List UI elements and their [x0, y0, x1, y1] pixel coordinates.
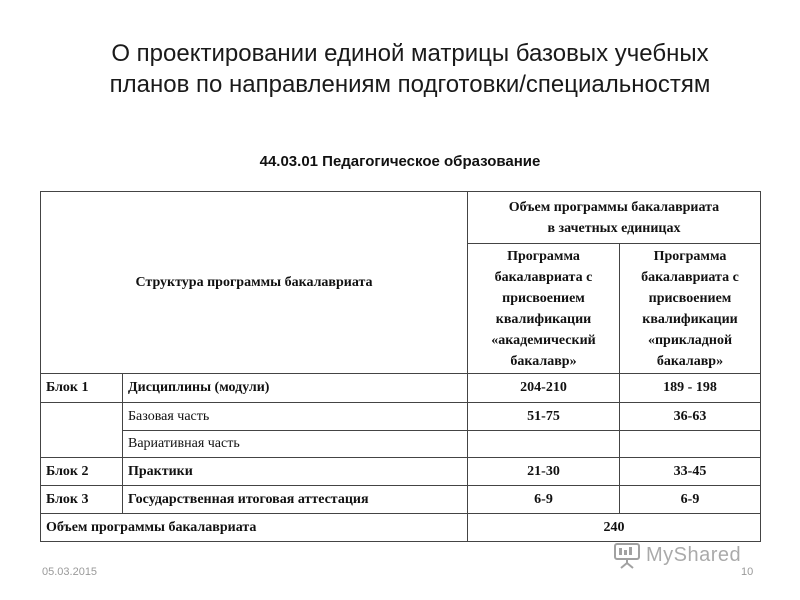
table-row [41, 403, 761, 431]
table-row [41, 486, 761, 514]
row-name: Практики [123, 458, 468, 486]
row-name: Государственная итоговая аттестация [123, 486, 468, 514]
slide-title-line-1: О проектировании единой матрицы базовых учебных [111, 40, 709, 67]
header-applied: Программа бакалавриата с присвоением квалификации «прикладной бакалавр» [620, 244, 761, 374]
value-applied: 36-63 [620, 403, 761, 431]
total-label: Объем программы бакалавриата [41, 514, 468, 542]
total-value: 240 [468, 514, 761, 542]
curriculum-table [40, 191, 761, 542]
row-name: Дисциплины (модули) [123, 374, 468, 403]
block-label-empty [41, 403, 123, 458]
header-academic: Программа бакалавриата с присвоением квалификации «академический бакалавр» [468, 244, 620, 374]
value-academic: 204-210 [468, 374, 620, 403]
header-volume: Объем программы бакалавриата в зачетных единицах [468, 192, 761, 244]
table-row [41, 431, 761, 458]
watermark-text: MyShared [646, 543, 742, 566]
row-name: Вариативная часть [123, 431, 468, 458]
page-number: 10 [741, 566, 754, 578]
table-header-row [41, 192, 761, 244]
block-label: Блок 1 [41, 374, 123, 403]
row-name: Базовая часть [123, 403, 468, 431]
value-academic: 51-75 [468, 403, 620, 431]
header-structure: Структура программы бакалавриата [41, 192, 468, 374]
slide-title-line-2: планов по направлениям подготовки/специальностям [109, 71, 711, 98]
slide-subtitle: 44.03.01 Педагогическое образование [259, 153, 541, 170]
table-row [41, 458, 761, 486]
table-row [41, 374, 761, 403]
slide-title [60, 38, 760, 100]
footer-date: 05.03.2015 [42, 566, 98, 578]
value-applied: 33-45 [620, 458, 761, 486]
value-applied: 189 - 198 [620, 374, 761, 403]
value-academic [468, 431, 620, 458]
presentation-board-icon [612, 540, 642, 570]
value-academic: 6-9 [468, 486, 620, 514]
value-applied [620, 431, 761, 458]
value-academic: 21-30 [468, 458, 620, 486]
block-label: Блок 3 [41, 486, 123, 514]
watermark-logo [612, 538, 762, 572]
value-applied: 6-9 [620, 486, 761, 514]
block-label: Блок 2 [41, 458, 123, 486]
